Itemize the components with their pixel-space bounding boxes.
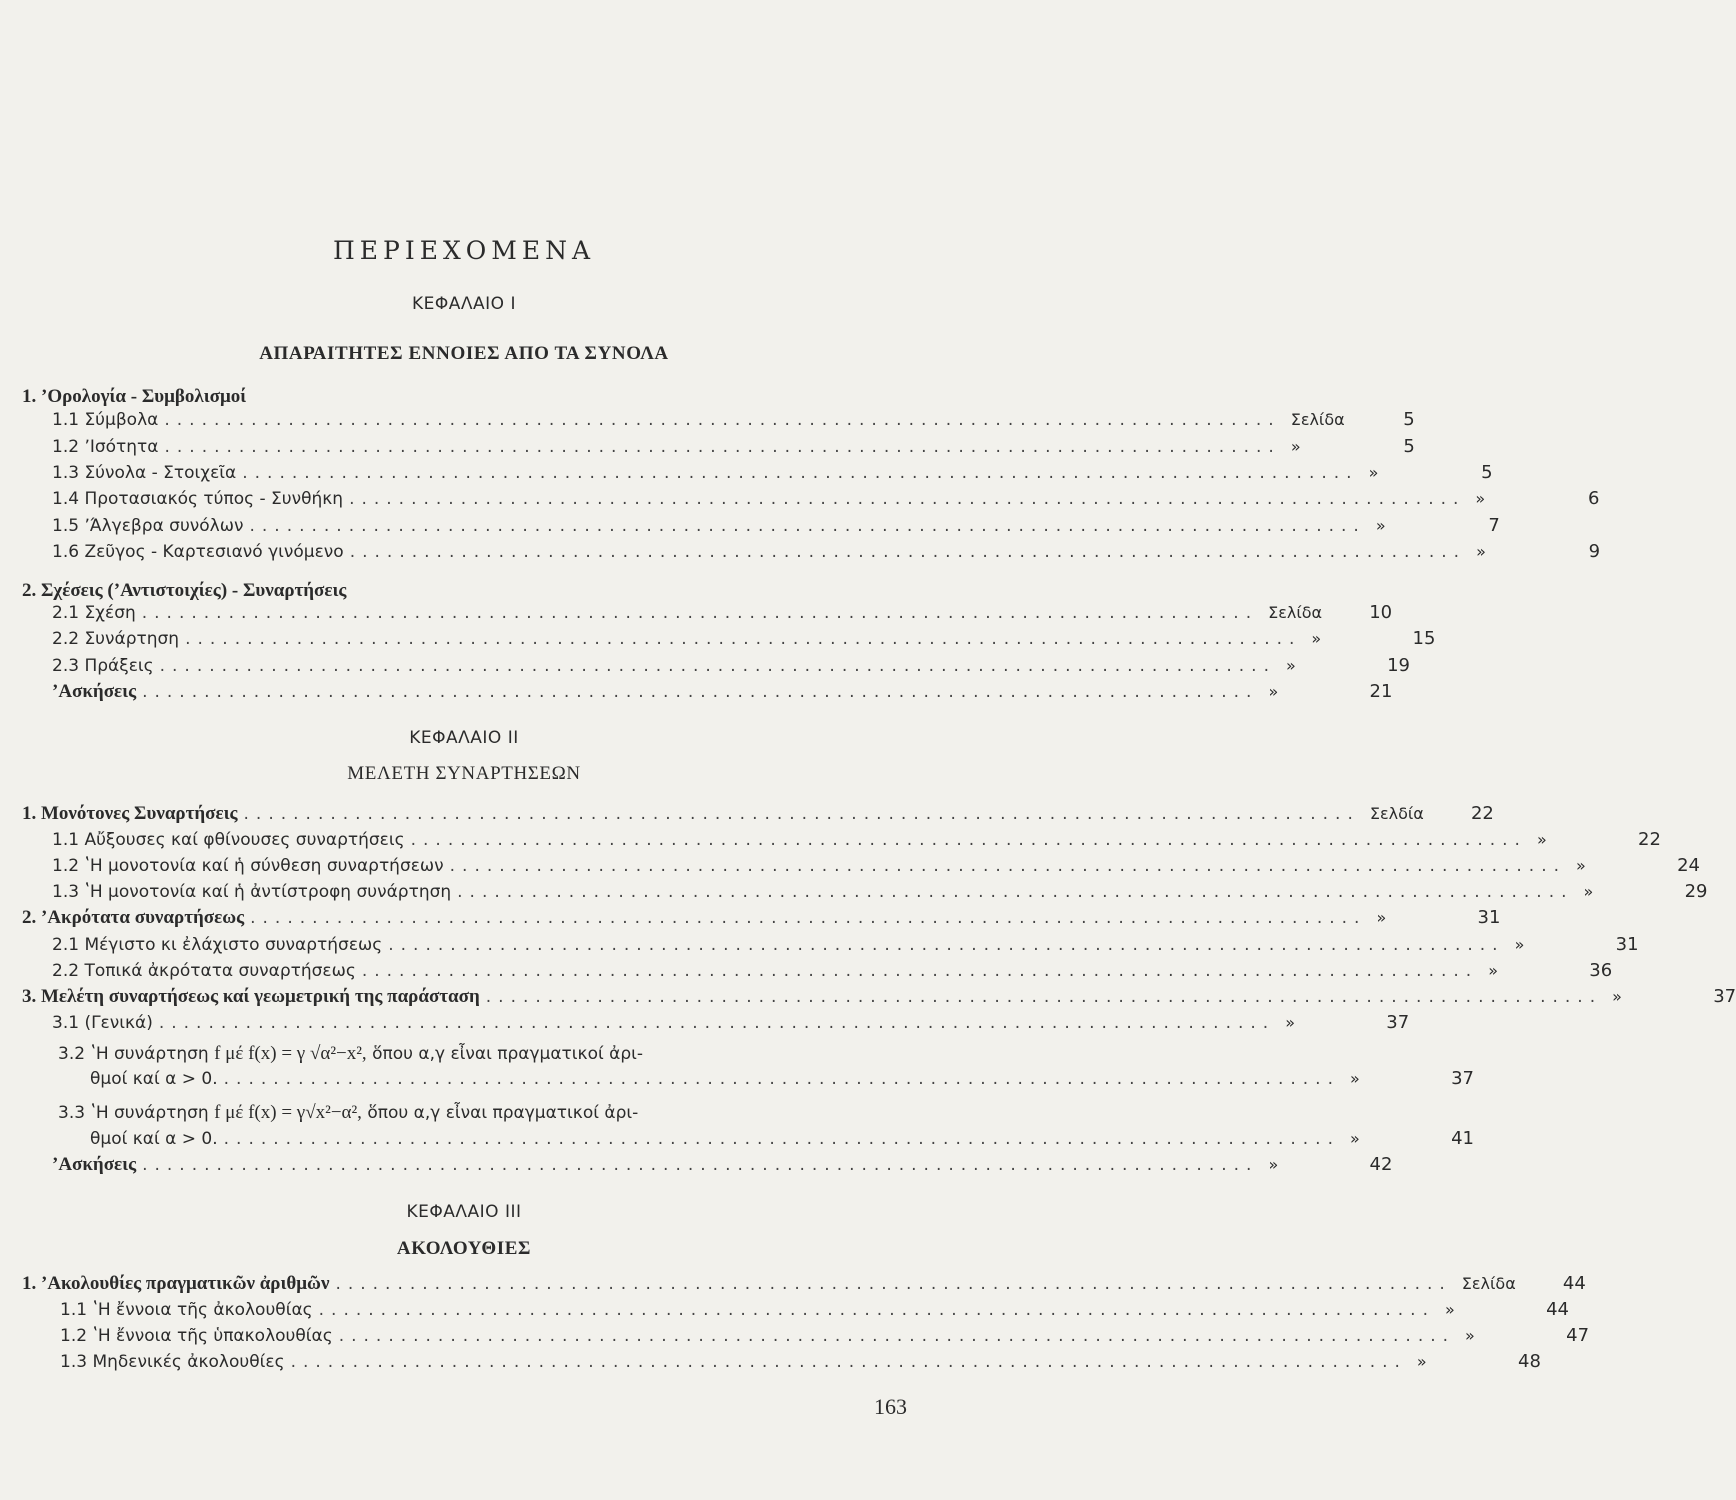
page-prefix: » [1268, 1155, 1279, 1174]
page-ref: 9 [1588, 541, 1601, 562]
page-prefix: » [1583, 882, 1594, 901]
entry-label: 2.3 Πράξεις [52, 656, 154, 676]
page-prefix: » [1311, 629, 1322, 648]
chapter-2-title: ΜΕΛΕΤΗ ΣΥΝΑΡΤΗΣΕΩΝ [347, 763, 581, 784]
entry-label: 1.2 ʼΙσότητα [52, 437, 159, 457]
entry-label: 3. Μελέτη συναρτήσεως καί γεωμετρική της παράσταση [22, 986, 480, 1007]
page-ref: 41 [1451, 1128, 1474, 1149]
entry-label: 1.4 Προτασιακός τύπος - Συνθήκη [52, 489, 344, 509]
toc-entry[interactable] [52, 602, 1393, 628]
toc-entry[interactable] [52, 655, 1410, 681]
entry-label: 3.3 ʽΗ συνάρτηση [58, 1103, 209, 1123]
page-prefix: Σελίδα [1461, 1274, 1516, 1293]
dot-leader: .......................................................................................... [457, 882, 1574, 902]
chapter-1-title: ΑΠΑΡΑΙΤΗΤΕΣ ΕΝΝΟΙΕΣ ΑΠΟ ΤΑ ΣΥΝΟΛΑ [259, 343, 669, 364]
page-ref: 47 [1566, 1325, 1590, 1346]
page-ref: 7 [1488, 515, 1500, 536]
toc-entry[interactable] [52, 881, 1708, 907]
toc-entry-multiline-first[interactable] [58, 1102, 778, 1124]
section-1-2-heading: 2. Σχέσεις (ʼΑντιστοιχίες) - Συναρτήσεις [22, 580, 347, 601]
toc-entry[interactable] [52, 1154, 1393, 1180]
page-prefix: » [1488, 961, 1498, 980]
page-prefix: Σελίδα [1268, 603, 1323, 622]
page-prefix: » [1536, 830, 1547, 849]
chapter-1-label: ΚΕΦΑΛΑΙΟ I [412, 294, 516, 314]
page-ref: 5 [1403, 409, 1415, 430]
dot-leader: .......................................................................................... [185, 629, 1302, 649]
page-ref: 6 [1587, 488, 1600, 509]
page-ref: 10 [1369, 602, 1393, 623]
page-ref: 42 [1369, 1154, 1393, 1175]
page-prefix: » [1268, 682, 1279, 701]
toc-entry[interactable] [60, 1351, 1541, 1377]
toc-entry[interactable] [90, 1128, 1474, 1154]
entry-label: ʼΑσκήσεις [52, 681, 137, 702]
dot-leader: .......................................................................................... [388, 935, 1505, 955]
entry-label: 1.3 Μηδενικές ἀκολουθίες [60, 1352, 285, 1372]
dot-leader: .......................................................................................... [250, 908, 1367, 928]
entry-label-continued: ὅπου α,γ εἶναι πραγματικοί ἀρι- [372, 1044, 644, 1064]
dot-leader: .......................................................................................... [410, 830, 1527, 850]
page-prefix: » [1368, 463, 1379, 482]
entry-label: 1. ʼΑκολουθίες πραγματικῶν ἀριθμῶν [22, 1273, 330, 1294]
page-ref: 36 [1589, 960, 1613, 981]
dot-leader: .......................................................................................... [349, 489, 1466, 509]
page-ref: 44 [1546, 1299, 1569, 1320]
toc-entry[interactable] [60, 1325, 1590, 1351]
page-prefix: » [1349, 1129, 1360, 1148]
page-ref: 44 [1562, 1273, 1586, 1294]
entry-label: 1.3 ʽΗ μονοτονία καί ἡ ἀντίστροφη συνάρτηση [52, 882, 452, 902]
entry-label: θμοί καί α > 0. [90, 1129, 218, 1149]
toc-entry[interactable] [52, 681, 1393, 707]
entry-label: 2.1 Σχέση [52, 603, 136, 623]
toc-entry[interactable] [52, 515, 1500, 541]
toc-entry[interactable] [52, 934, 1639, 960]
chapter-3-title: ΑΚΟΛΟΥΘΙΕΣ [396, 1238, 532, 1259]
toc-entry[interactable] [22, 1273, 1586, 1299]
entry-label: 3.2 ʽΗ συνάρτηση [58, 1044, 209, 1064]
page-ref: 5 [1481, 462, 1493, 483]
entry-label: 1.1 Αὔξουσες καί φθίνουσες συναρτήσεις [52, 830, 405, 850]
dot-leader: .......................................................................................... [223, 1129, 1340, 1149]
page-prefix: » [1465, 1326, 1475, 1345]
dot-leader: .......................................................................................... [335, 1274, 1452, 1294]
entry-label: 2.2 Συνάρτηση [52, 629, 180, 649]
page-ref: 31 [1477, 907, 1501, 928]
formula: f μέ f(x) = γ √α²−x², [214, 1043, 367, 1064]
dot-leader: .......................................................................................... [318, 1300, 1435, 1320]
toc-entry[interactable] [52, 829, 1661, 855]
toc-entry[interactable] [60, 1299, 1569, 1325]
chapter-3-label: ΚΕΦΑΛΑΙΟ III [406, 1202, 522, 1222]
entry-label: 1.2 ʽΗ ἔννοια τῆς ὑπακολουθίας [60, 1326, 333, 1346]
toc-entry[interactable] [52, 409, 1415, 435]
entry-label: 1.5 ʼΆλγεβρα συνόλων [52, 516, 244, 536]
page-prefix: » [1285, 656, 1296, 675]
entry-label: 2.2 Τοπικά ἀκρότατα συναρτήσεως [52, 961, 356, 981]
page-ref: 29 [1684, 881, 1708, 902]
page-number: 163 [874, 1394, 907, 1419]
page-prefix: » [1476, 542, 1486, 561]
toc-entry[interactable] [52, 1012, 1410, 1038]
page-ref: 15 [1412, 628, 1436, 649]
formula: f μέ f(x) = γ√x²−α², [214, 1102, 362, 1123]
page-prefix: » [1475, 489, 1486, 508]
dot-leader: .......................................................................................... [338, 1326, 1456, 1346]
page-ref: 31 [1615, 934, 1639, 955]
page-ref: 19 [1387, 655, 1410, 676]
entry-label: 1.3 Σύνολα - Στοιχεῖα [52, 463, 237, 483]
section-1-1-heading: 1. ʼΟρολογία - Συμβολισμοί [22, 386, 247, 407]
toc-entry[interactable] [52, 436, 1415, 462]
entry-label: 2.1 Μέγιστο κι ἐλάχιστο συναρτήσεως [52, 935, 383, 955]
dot-leader: .......................................................................................... [243, 804, 1360, 824]
page-prefix: » [1514, 935, 1525, 954]
page-prefix: » [1416, 1352, 1427, 1371]
toc-entry[interactable] [22, 986, 1736, 1012]
page-ref: 22 [1638, 829, 1661, 850]
dot-leader: .......................................................................................... [142, 1155, 1259, 1175]
page-title: ΠΕΡΙΕΧΟΜΕΝΑ [332, 236, 596, 265]
dot-leader: .......................................................................................... [361, 961, 1479, 981]
entry-label: 3.1 (Γενικά) [52, 1013, 153, 1033]
page-prefix: » [1444, 1300, 1455, 1319]
page-ref: 21 [1369, 681, 1393, 702]
dot-leader: .......................................................................................... [223, 1069, 1340, 1089]
chapter-2-label: ΚΕΦΑΛΑΙΟ II [409, 728, 519, 748]
dot-leader: .......................................................................................... [141, 603, 1259, 623]
entry-label-continued: ὅπου α,γ εἶναι πραγματικοί ἀρι- [367, 1103, 639, 1123]
toc-entry-multiline-first[interactable] [58, 1043, 778, 1065]
entry-label: 2. ʼΑκρότατα συναρτήσεως [22, 907, 245, 928]
entry-label: 1.1 ʽΗ ἔννοια τῆς ἀκολουθίας [60, 1300, 313, 1320]
page-prefix: » [1285, 1013, 1295, 1032]
toc-entry[interactable] [52, 855, 1700, 881]
page-prefix: » [1612, 987, 1622, 1006]
dot-leader: .......................................................................................... [164, 410, 1281, 430]
page-ref: 22 [1470, 803, 1494, 824]
page-ref: 37 [1713, 986, 1736, 1007]
page-ref: 48 [1518, 1351, 1541, 1372]
toc-entry[interactable] [90, 1068, 1474, 1094]
dot-leader: .......................................................................................... [159, 656, 1276, 676]
dot-leader: .......................................................................................... [164, 437, 1281, 457]
dot-leader: .......................................................................................... [449, 856, 1566, 876]
toc-entry[interactable] [52, 488, 1600, 514]
entry-label: 1.1 Σύμβολα [52, 410, 159, 430]
dot-leader: .......................................................................................... [142, 682, 1259, 702]
dot-leader: .......................................................................................... [485, 987, 1603, 1007]
dot-leader: .......................................................................................... [249, 516, 1366, 536]
page-ref: 37 [1386, 1012, 1410, 1033]
toc-entry[interactable] [52, 462, 1493, 488]
page-prefix: » [1290, 437, 1301, 456]
page-prefix: » [1376, 908, 1387, 927]
page-prefix: Σελίδα [1290, 410, 1345, 429]
toc-entry[interactable] [52, 541, 1601, 567]
page-ref: 24 [1677, 855, 1700, 876]
entry-label: θμοί καί α > 0. [90, 1069, 218, 1089]
page-prefix: » [1349, 1069, 1360, 1088]
page-ref: 37 [1451, 1068, 1474, 1089]
page-prefix: » [1576, 856, 1586, 875]
entry-label: ʼΑσκήσεις [52, 1154, 137, 1175]
page-ref: 5 [1403, 436, 1415, 457]
toc-entry[interactable] [22, 803, 1494, 829]
dot-leader: .......................................................................................... [158, 1013, 1276, 1033]
page-prefix: » [1375, 516, 1386, 535]
entry-label: 1. Μονότονες Συναρτήσεις [22, 803, 238, 824]
dot-leader: .......................................................................................... [290, 1352, 1407, 1372]
dot-leader: .......................................................................................... [242, 463, 1359, 483]
toc-entry[interactable] [22, 907, 1501, 933]
page-prefix: Σελδία [1369, 804, 1424, 823]
entry-label: 1.6 Ζεῦγος - Καρτεσιανό γινόμενο [52, 542, 344, 562]
toc-entry[interactable] [52, 628, 1436, 654]
dot-leader: .......................................................................................... [349, 542, 1467, 562]
entry-label: 1.2 ʽΗ μονοτονία καί ἡ σύνθεση συναρτήσεων [52, 856, 444, 876]
toc-entry[interactable] [52, 960, 1613, 986]
